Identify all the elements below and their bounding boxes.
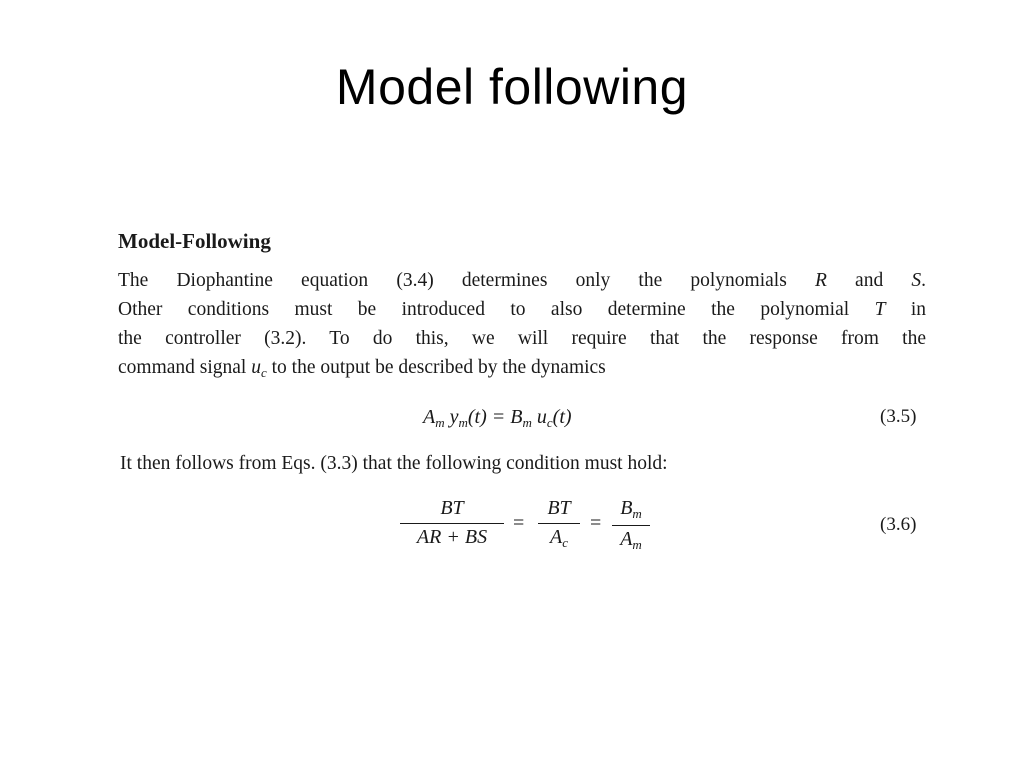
equals-sign-2: =	[590, 512, 602, 534]
fraction-2-denominator: $A_c$	[550, 526, 568, 550]
equation-3-5: $A_m$ $y_m(t) = B_m$ $u_c(t)$	[423, 406, 572, 430]
fraction-1-bar	[400, 523, 504, 524]
fraction-3-bar	[612, 525, 650, 526]
fraction-3-denominator: $A_m$	[620, 528, 642, 552]
fraction-bt-over-ar-bs	[400, 497, 504, 549]
equation-number-3-5: (3.5)	[880, 406, 917, 427]
paragraph-line-2: Other conditions must be introduced to also determine the polynomial T in	[118, 299, 926, 320]
fraction-2-bar	[538, 523, 580, 524]
fraction-1-numerator: BT	[440, 497, 464, 519]
paragraph-line-1: The Diophantine equation (3.4) determines only the polynomials R and S.	[118, 270, 926, 291]
section-heading: Model-Following	[118, 229, 271, 253]
paragraph-line-4: command signal $u_c$ to the output be described by the dynamics	[118, 357, 606, 380]
fraction-2-numerator: BT	[547, 497, 571, 519]
slide-title: Model following	[335, 59, 689, 115]
paragraph-line-3: the controller (3.2). To do this, we will require that the response from the	[118, 328, 926, 349]
fraction-bm-over-am	[612, 497, 650, 553]
equation-number-3-6: (3.6)	[880, 514, 917, 535]
fraction-1-denominator: AR + BS	[416, 526, 488, 548]
fraction-3-numerator: $B_m$	[620, 497, 642, 521]
follow-line: It then follows from Eqs. (3.3) that the following condition must hold:	[120, 453, 668, 474]
fraction-bt-over-ac	[538, 497, 580, 551]
equals-sign-1: =	[513, 512, 525, 534]
